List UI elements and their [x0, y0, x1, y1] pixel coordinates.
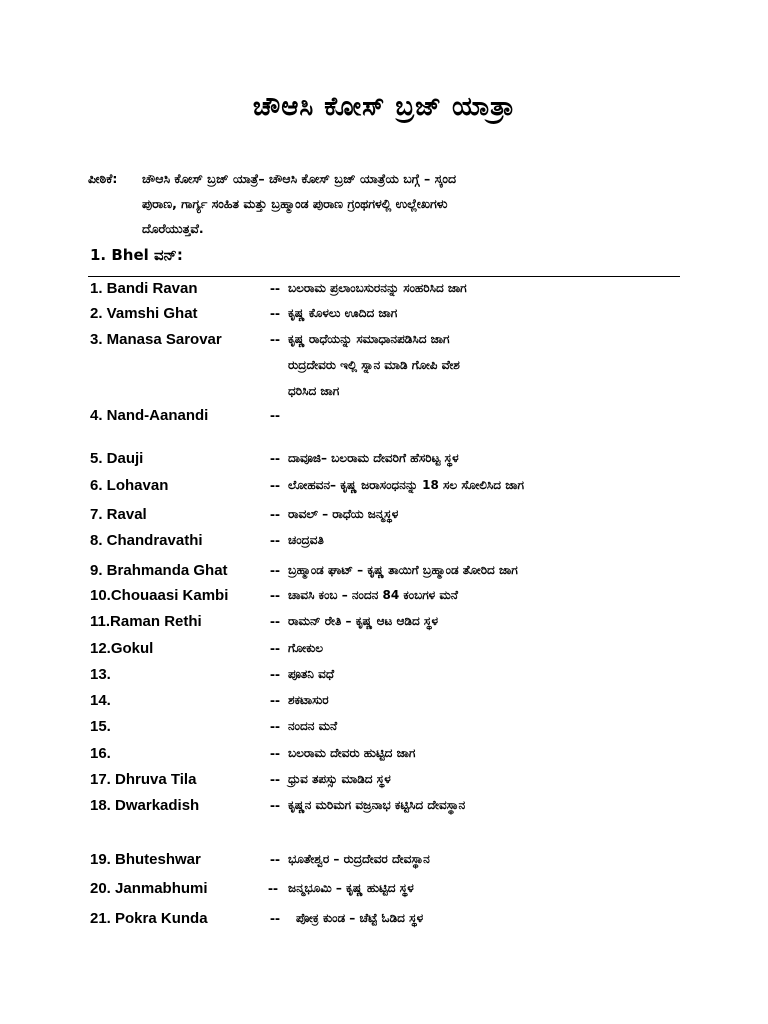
separator: --: [270, 506, 280, 523]
place-name: 16.: [90, 745, 111, 762]
place-name: 12.Gokul: [90, 640, 154, 657]
place-name: 8. Chandravathi: [90, 532, 203, 549]
place-name: 9. Brahmanda Ghat: [90, 562, 228, 579]
place-name: 18. Dwarkadish: [90, 797, 200, 814]
place-description: ಕೃಷ್ಣ ರಾಧೆಯನ್ನು ಸಮಾಧಾನಪಡಿಸಿದ ಜಾಗ: [288, 332, 450, 346]
separator: --: [270, 305, 280, 322]
place-name: 10.Chouaasi Kambi: [90, 587, 229, 604]
place-description-line-3: ಧರಿಸಿದ ಜಾಗ: [288, 384, 340, 398]
separator: --: [270, 771, 280, 788]
place-name: 1. Bandi Ravan: [90, 280, 198, 297]
intro-line-2: ಪುರಾಣ, ಗಾರ್ಗ್ಯ ಸಂಹಿತ ಮತ್ತು ಬ್ರಹ್ಮಾಂಡ ಪುರಾಣ ಗ್ರಂಥಗಳಲ್ಲಿ ಉಲ್ಲೇಖಗಳು: [142, 196, 448, 211]
place-name: 21. Pokra Kunda: [90, 910, 208, 927]
place-description: ನಂದನ ಮನೆ: [288, 719, 338, 733]
place-description: ಭೂತೇಶ್ವರ – ರುದ್ರದೇವರ ದೇವಸ್ಥಾನ: [288, 852, 430, 866]
separator: --: [270, 692, 280, 709]
separator: --: [270, 613, 280, 630]
separator: --: [270, 718, 280, 735]
place-description: ಗೋಕುಲ: [288, 641, 324, 655]
place-name: 19. Bhuteshwar: [90, 851, 201, 868]
place-description: ಚಾವಸಿ ಕಂಬ – ನಂದನ 84 ಕಂಬಗಳ ಮನೆ: [288, 588, 458, 602]
place-name: 11.Raman Rethi: [90, 613, 202, 630]
intro-label: ಪೀಠಿಕೆ:: [88, 171, 118, 186]
place-description: ಕೃಷ್ಣ ಕೊಳಲು ಊದಿದ ಜಾಗ: [288, 306, 398, 320]
place-name: 14.: [90, 692, 111, 709]
place-description: ಜನ್ಮಭೂಮಿ – ಕೃಷ್ಣ ಹುಟ್ಟಿದ ಸ್ಥಳ: [288, 881, 414, 895]
place-name: 15.: [90, 718, 111, 735]
place-description: ಲೋಹವನ– ಕೃಷ್ಣ ಜರಾಸಂಧನನ್ನು 18 ಸಲ ಸೋಲಿಸಿದ ಜಾಗ: [288, 478, 525, 492]
place-name: 3. Manasa Sarovar: [90, 331, 222, 348]
place-name: 20. Janmabhumi: [90, 880, 208, 897]
place-name: 7. Raval: [90, 506, 147, 523]
place-description: ಪೂತನಿ ವಧೆ: [288, 667, 335, 681]
place-name: 13.: [90, 666, 111, 683]
place-name: 6. Lohavan: [90, 477, 169, 494]
place-name: 17. Dhruva Tila: [90, 771, 197, 788]
section-heading: 1. Bhel ವನ್:: [90, 246, 183, 264]
separator: --: [270, 562, 280, 579]
separator: --: [270, 407, 280, 424]
separator: --: [270, 532, 280, 549]
place-description: ಪೋಕ್ರ ಕುಂಡ – ಚೆಟ್ಟೆ ಓಡಿದ ಸ್ಥಳ: [296, 911, 424, 925]
place-description-line-2: ರುದ್ರದೇವರು ಇಲ್ಲಿ ಸ್ನಾನ ಮಾಡಿ ಗೋಪಿ ವೇಶ: [288, 358, 460, 372]
place-description: ರಾವಲ್ – ರಾಧೆಯ ಜನ್ಮಸ್ಥಳ: [288, 507, 399, 521]
separator: --: [270, 797, 280, 814]
separator: --: [270, 587, 280, 604]
place-description: ಕೃಷ್ಣನ ಮರಿಮಗ ವಜ್ರನಾಭ ಕಟ್ಟಿಸಿದ ದೇವಸ್ಥಾನ: [288, 798, 466, 812]
separator: --: [270, 331, 280, 348]
place-description: ಧ್ರುವ ತಪಸ್ಸು ಮಾಡಿದ ಸ್ಥಳ: [288, 772, 391, 786]
place-name: 2. Vamshi Ghat: [90, 305, 198, 322]
place-description: ಬಲರಾಮ ಪ್ರಲಾಂಬಸುರನನ್ನು ಸಂಹರಿಸಿದ ಜಾಗ: [288, 281, 467, 295]
place-description: ಚಂದ್ರವತಿ: [288, 533, 324, 547]
intro-line-3: ದೊರೆಯುತ್ತವೆ.: [142, 221, 204, 236]
place-description: ಬ್ರಹ್ಮಾಂಡ ಘಾಟ್ – ಕೃಷ್ಣ ತಾಯಿಗೆ ಬ್ರಹ್ಮಾಂಡ ತೋರಿದ ಜಾಗ: [288, 563, 518, 577]
place-description: ಶಕಟಾಸುರ: [288, 693, 329, 707]
intro-paragraph: [88, 166, 688, 241]
separator: --: [270, 640, 280, 657]
place-description: ಬಲರಾಮ ದೇವರು ಹುಟ್ಟಿದ ಜಾಗ: [288, 746, 416, 760]
separator: --: [270, 910, 280, 927]
separator: --: [270, 666, 280, 683]
separator: --: [270, 477, 280, 494]
separator: --: [270, 745, 280, 762]
place-name: 5. Dauji: [90, 450, 144, 467]
place-description: ರಾಮನ್ ರೇತಿ – ಕೃಷ್ಣ ಆಟ ಆಡಿದ ಸ್ಥಳ: [288, 614, 439, 628]
place-description: ದಾವೂಜಿ– ಬಲರಾಮ ದೇವರಿಗೆ ಹೆಸರಿಟ್ಟ ಸ್ಥಳ: [288, 451, 459, 465]
separator: --: [270, 851, 280, 868]
separator: --: [270, 450, 280, 467]
separator: --: [270, 280, 280, 297]
place-name: 4. Nand-Aanandi: [90, 407, 209, 424]
document-title: ಚೌಆಸಿ ಕೋಸ್ ಬ್ರಜ್ ಯಾತ್ರಾ: [252, 92, 516, 122]
intro-line-1: ಚೌಆಸಿ ಕೋಸ್ ಬ್ರಜ್ ಯಾತ್ರೆ– ಚೌಆಸಿ ಕೋಸ್ ಬ್ರಜ್ ಯಾತ್ರೆಯ ಬಗ್ಗೆ – ಸ್ಕಂದ: [142, 171, 457, 186]
separator: --: [268, 880, 278, 897]
